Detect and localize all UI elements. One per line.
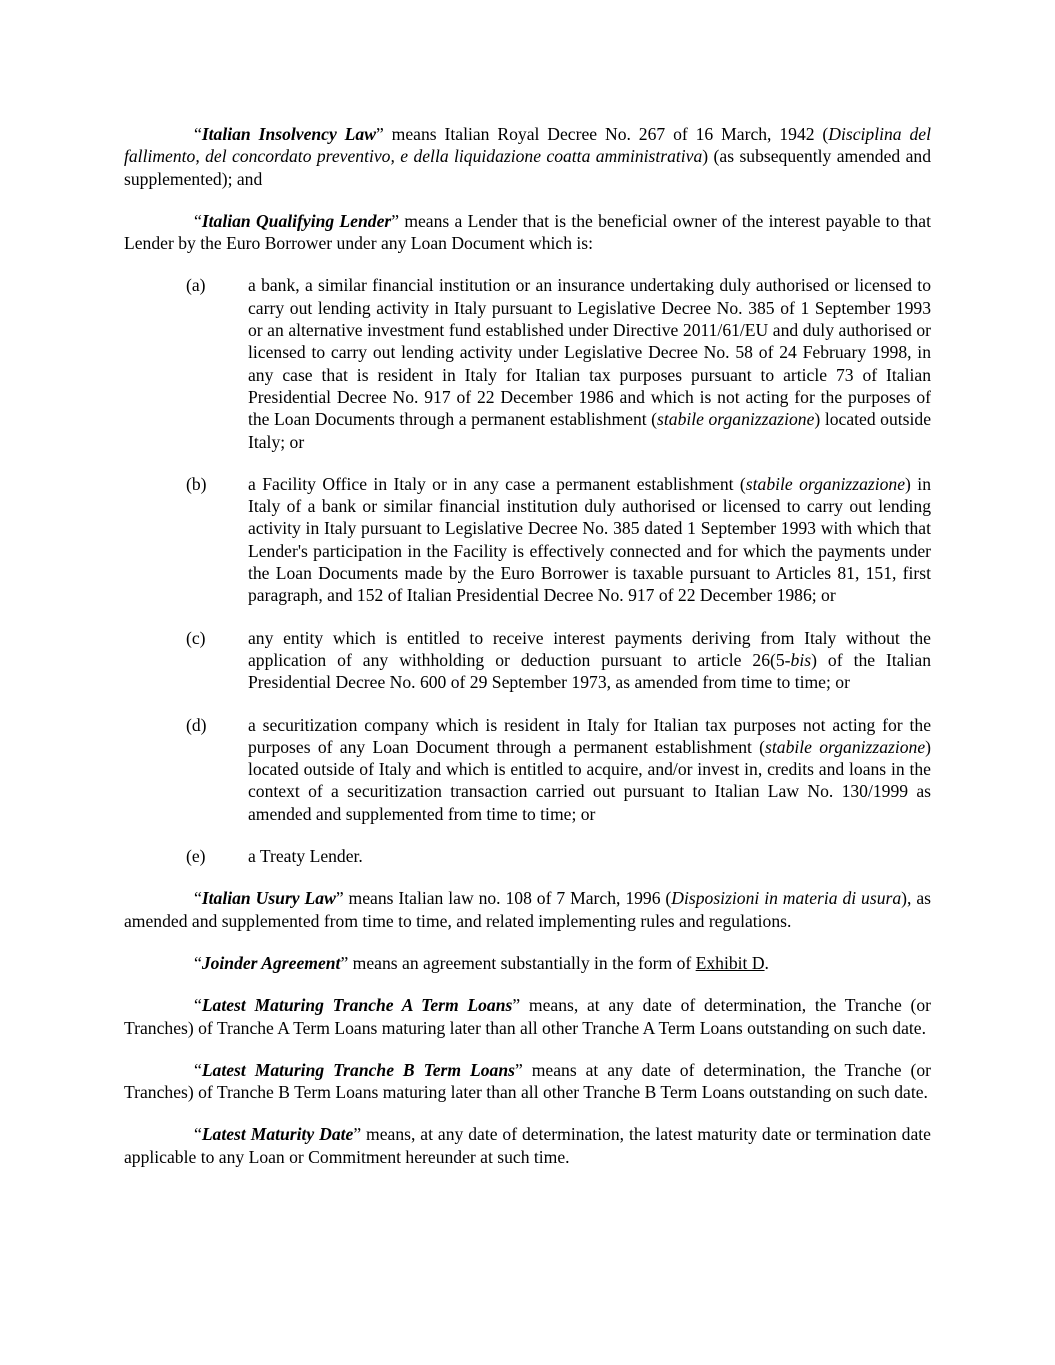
definition-text: ) (as subsequently amended and supplemented); and (124, 146, 931, 189)
close-quote: ” (353, 1124, 362, 1145)
exhibit-d-link[interactable]: Exhibit D (695, 952, 765, 973)
clause-label: (c) (186, 627, 206, 648)
definition-text: means, at any date of determination, the Tranche (or Tranches) of Tranche A Term Loans maturing later than all other Tranche A Term Loans outstanding on such date. (124, 995, 931, 1038)
close-quote: ” (340, 952, 349, 973)
italic-text: bis (790, 649, 812, 670)
definition-text: . (764, 952, 769, 973)
definition-italian-insolvency-law (124, 123, 931, 190)
defined-term: Latest Maturity Date (201, 1124, 354, 1145)
clause-a (186, 274, 931, 452)
clause-c (186, 627, 931, 694)
open-quote: “ (194, 1059, 202, 1080)
italic-text: Disciplina del fallimento, del concordato preventivo, e della liquidazione coatta amministrativa (124, 124, 931, 167)
clause-text: a bank, a similar financial institution or an insurance undertaking duly authorised or licensed to carry out lending activity in Italy pursuant to Legislative Decree No. 385 of 1 September 1993 or an alternative investment fund established under Directive 2011/61/EU and duly authorised or licensed to carry out lending activity under Legislative Decree No. 58 of 24 February 1998, in any case that is resident in Italy for Italian tax purposes pursuant to article 73 of Italian Presidential Decree No. 917 of 22 December 1986 and which is not acting for the purposes of the Loan Documents through a permanent establishment (stabile organizzazione) located outside Italy; or (248, 275, 932, 452)
close-quote: ” (391, 210, 400, 231)
open-quote: “ (194, 888, 202, 909)
italic-text: stabile organizzazione (745, 473, 906, 494)
clause-label: (e) (186, 846, 206, 867)
defined-term: Italian Usury Law (201, 888, 336, 909)
clause-label: (b) (186, 473, 207, 494)
clause-label: (a) (186, 275, 206, 296)
defined-term: Joinder Agreement (201, 952, 341, 973)
definition-text: means Italian law no. 108 of 7 March, 1996 ( (343, 888, 672, 909)
close-quote: ” (512, 995, 521, 1016)
definition-italian-usury-law (124, 887, 931, 932)
definition-text: means at any date of determination, the Tranche (or Tranches) of Tranche B Term Loans maturing later than all other Tranche B Term Loans outstanding on such date. (124, 1059, 931, 1103)
defined-term: Latest Maturing Tranche B Term Loans (201, 1059, 515, 1080)
close-quote: ” (514, 1059, 523, 1080)
clause-e (186, 845, 931, 867)
defined-term: Italian Qualifying Lender (201, 210, 392, 231)
definition-text: means an agreement substantially in the form of (348, 952, 696, 973)
open-quote: “ (194, 952, 202, 973)
defined-term: Italian Insolvency Law (201, 124, 376, 144)
clause-text: a securitization company which is resident in Italy for Italian tax purposes not acting for the purposes of any Loan Document through a permanent establishment (stabile organizzazione) located outside of Italy and which is entitled to acquire, and/or invest in, credits and loans in the context of a securitization transaction carried out pursuant to Italian Law No. 130/1999 as amended and supplemented from time to time; or (248, 714, 931, 824)
clause-label: (d) (186, 714, 207, 735)
definition-text: means a Lender that is the beneficial owner of the interest payable to that Lender by the Euro Borrower under any Loan Document which is: (124, 210, 931, 254)
open-quote: “ (194, 124, 202, 144)
clause-text: a Treaty Lender. (248, 846, 363, 867)
open-quote: “ (194, 995, 202, 1016)
clause-d (186, 714, 931, 825)
italic-text: Disposizioni in materia di usura (671, 888, 902, 909)
definition-latest-maturing-tranche-a (124, 994, 931, 1039)
definition-text: means Italian Royal Decree No. 267 of 16 March, 1942 ( (383, 124, 829, 144)
italic-text: stabile organizzazione (765, 736, 926, 757)
clause-text: a Facility Office in Italy or in any case a permanent establishment (stabile organizzazione) in Italy of a bank or similar financial institution duly authorised or licensed to carry out lending activity in Italy pursuant to Legislative Decree No. 385 dated 1 September 1993 with which that Lender's participation in the Facility is effectively connected and for which the payments under the Loan Documents made by the Euro Borrower is taxable pursuant to Articles 81, 151, first paragraph, and 152 of Italian Presidential Decree No. 917 of 22 December 1986; or (248, 473, 931, 606)
clause-text: any entity which is entitled to receive interest payments deriving from Italy without the application of any withholding or deduction pursuant to article 26(5-bis) of the Italian Presidential Decree No. 600 of 29 September 1973, as amended from time to time; or (248, 627, 931, 693)
clause-b (186, 473, 931, 607)
italic-text: stabile organizzazione (657, 409, 815, 430)
defined-term: Latest Maturing Tranche A Term Loans (201, 995, 513, 1016)
definition-latest-maturing-tranche-b (124, 1059, 931, 1104)
close-quote: ” (375, 124, 384, 144)
open-quote: “ (194, 1124, 202, 1145)
open-quote: “ (194, 210, 202, 231)
definition-joinder-agreement (124, 952, 931, 974)
definition-text: ), as amended and supplemented from time to time, and related implementing rules and regulations. (124, 888, 931, 931)
definition-italian-qualifying-lender (124, 210, 931, 255)
close-quote: ” (335, 888, 344, 909)
definition-text: means, at any date of determination, the latest maturity date or termination date applicable to any Loan or Commitment hereunder at such time. (124, 1124, 931, 1167)
definition-latest-maturity-date (124, 1123, 931, 1168)
